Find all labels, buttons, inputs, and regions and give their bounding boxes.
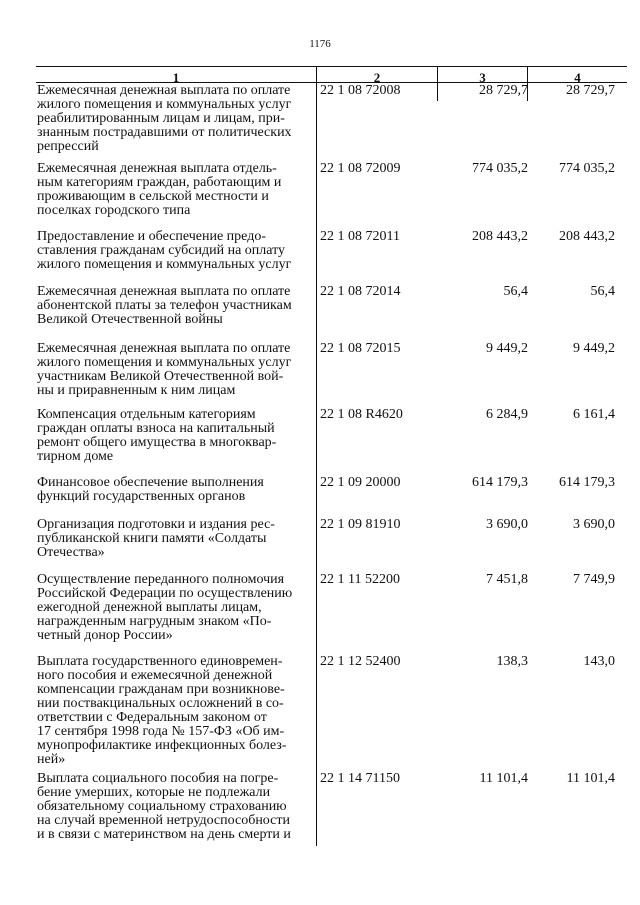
description-line: репрессий bbox=[37, 139, 99, 154]
page-number: 1176 bbox=[309, 38, 331, 50]
row-code: 22 1 08 72011 bbox=[320, 229, 400, 244]
description-line: Отечества» bbox=[37, 545, 105, 560]
description-line: обязательному социальному страхованию bbox=[37, 799, 287, 814]
description-line: ежегодной денежной выплаты лицам, bbox=[37, 600, 262, 615]
description-line: на случай временной нетрудоспособности bbox=[37, 813, 290, 828]
description-line: ней» bbox=[37, 752, 66, 767]
description-line: Ежемесячная денежная выплата по оплате bbox=[37, 284, 291, 299]
row-value-col4: 6 161,4 bbox=[573, 407, 615, 422]
description-line: ответствии с Федеральным законом от bbox=[37, 710, 267, 725]
row-description bbox=[37, 772, 291, 842]
description-line: тирном доме bbox=[37, 449, 114, 464]
description-line: Осуществление переданного полномочия bbox=[37, 572, 285, 587]
description-line: мунопрофилактике инфекционных болез- bbox=[37, 738, 287, 753]
description-line: компенсации гражданам при возникнове- bbox=[37, 682, 285, 697]
row-value-col3: 774 035,2 bbox=[472, 161, 528, 176]
description-line: жилого помещения и коммунальных услуг bbox=[37, 97, 292, 112]
row-value-col4: 614 179,3 bbox=[559, 475, 615, 490]
description-line: ного пособия и ежемесячной денежной bbox=[37, 668, 273, 683]
row-description bbox=[37, 518, 275, 560]
row-description bbox=[37, 408, 276, 464]
row-value-col4: 7 749,9 bbox=[573, 572, 615, 587]
description-line: Ежемесячная денежная выплата отдель- bbox=[37, 161, 277, 176]
description-line: бение умерших, которые не подлежали bbox=[37, 785, 271, 800]
description-line: Финансовое обеспечение выполнения bbox=[37, 475, 264, 490]
description-line: Выплата социального пособия на погре- bbox=[37, 771, 279, 786]
description-line: граждан оплаты взноса на капитальный bbox=[37, 421, 275, 436]
description-line: Ежемесячная денежная выплата по оплате bbox=[37, 341, 291, 356]
row-value-col3: 11 101,4 bbox=[479, 771, 528, 786]
row-description bbox=[37, 573, 292, 643]
description-line: и в связи с материнством на день смерти и bbox=[37, 827, 291, 842]
row-value-col4: 143,0 bbox=[583, 654, 615, 669]
row-value-col4: 208 443,2 bbox=[559, 229, 615, 244]
row-value-col3: 7 451,8 bbox=[486, 572, 528, 587]
row-value-col4: 3 690,0 bbox=[573, 517, 615, 532]
description-line: реабилитированным лицам и лицам, при- bbox=[37, 111, 285, 126]
description-line: участникам Великой Отечественной вой- bbox=[37, 369, 284, 384]
row-value-col3: 9 449,2 bbox=[486, 341, 528, 356]
row-code: 22 1 08 72015 bbox=[320, 341, 401, 356]
row-code: 22 1 12 52400 bbox=[320, 654, 401, 669]
description-line: ставления гражданам субсидий на оплату bbox=[37, 243, 286, 258]
description-line: поселках городского типа bbox=[37, 203, 191, 218]
row-description bbox=[37, 285, 292, 327]
description-line: ны и приравненным к ним лицам bbox=[37, 383, 236, 398]
column-divider-1 bbox=[316, 66, 317, 846]
column-header-1: 1 bbox=[172, 70, 180, 85]
table-top-rule bbox=[36, 66, 627, 67]
row-value-col3: 3 690,0 bbox=[486, 517, 528, 532]
description-line: жилого помещения и коммунальных услуг bbox=[37, 257, 292, 272]
description-line: абонентской платы за телефон участникам bbox=[37, 298, 292, 313]
row-value-col3: 208 443,2 bbox=[472, 229, 528, 244]
description-line: Выплата государственного единовремен- bbox=[37, 654, 283, 669]
description-line: четный донор России» bbox=[37, 628, 173, 643]
row-value-col4: 774 035,2 bbox=[559, 161, 615, 176]
description-line: Великой Отечественной войны bbox=[37, 312, 223, 327]
description-line: функций государственных органов bbox=[37, 489, 246, 504]
row-description bbox=[37, 230, 291, 272]
row-code: 22 1 09 81910 bbox=[320, 517, 401, 532]
row-description bbox=[37, 476, 264, 504]
description-line: нии поствакцинальных осложнений в со- bbox=[37, 696, 284, 711]
description-line: Компенсация отдельным категориям bbox=[37, 407, 256, 422]
row-code: 22 1 08 72014 bbox=[320, 284, 401, 299]
description-line: Организация подготовки и издания рес- bbox=[37, 517, 275, 532]
row-value-col3: 28 729,7 bbox=[479, 83, 528, 98]
description-line: Российской Федерации по осуществлению bbox=[37, 586, 293, 601]
description-line: проживающим в сельской местности и bbox=[37, 189, 269, 204]
description-line: награжденным нагрудным знаком «По- bbox=[37, 614, 272, 629]
row-value-col4: 28 729,7 bbox=[566, 83, 615, 98]
row-value-col3: 56,4 bbox=[503, 284, 528, 299]
description-line: знанным пострадавшими от политических bbox=[37, 125, 292, 140]
description-line: ремонт общего имущества в многоквар- bbox=[37, 435, 277, 450]
row-value-col4: 56,4 bbox=[590, 284, 615, 299]
description-line: Ежемесячная денежная выплата по оплате bbox=[37, 83, 291, 98]
row-value-col3: 6 284,9 bbox=[486, 407, 528, 422]
row-code: 22 1 08 72008 bbox=[320, 83, 401, 98]
row-description bbox=[37, 342, 291, 398]
row-description bbox=[37, 655, 286, 767]
row-value-col4: 9 449,2 bbox=[573, 341, 615, 356]
column-header-2: 2 bbox=[373, 70, 381, 85]
description-line: публиканской книги памяти «Солдаты bbox=[37, 531, 267, 546]
row-value-col3: 614 179,3 bbox=[472, 475, 528, 490]
column-header-3: 3 bbox=[479, 70, 486, 85]
row-code: 22 1 14 71150 bbox=[320, 771, 400, 786]
row-code: 22 1 11 52200 bbox=[320, 572, 400, 587]
row-description bbox=[37, 162, 281, 218]
row-description bbox=[37, 84, 292, 154]
row-code: 22 1 08 R4620 bbox=[320, 407, 403, 422]
row-value-col4: 11 101,4 bbox=[566, 771, 615, 786]
column-header-4: 4 bbox=[574, 70, 581, 85]
description-line: Предоставление и обеспечение предо- bbox=[37, 229, 266, 244]
row-code: 22 1 08 72009 bbox=[320, 161, 401, 176]
row-code: 22 1 09 20000 bbox=[320, 475, 401, 490]
description-line: 17 сентября 1998 года № 157-ФЗ «Об им- bbox=[37, 724, 285, 739]
row-value-col3: 138,3 bbox=[496, 654, 528, 669]
description-line: ным категориям граждан, работающим и bbox=[37, 175, 282, 190]
description-line: жилого помещения и коммунальных услуг bbox=[37, 355, 292, 370]
